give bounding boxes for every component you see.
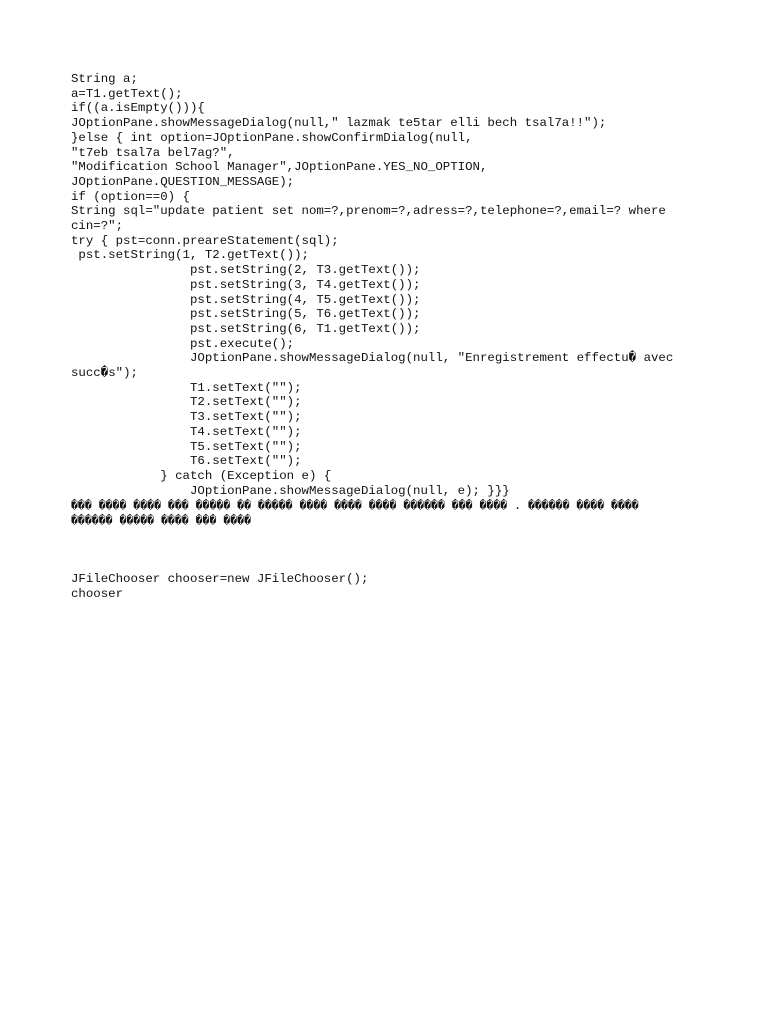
code-line: T5.setText(""); — [71, 439, 302, 454]
code-line: if((a.isEmpty())){ — [71, 101, 205, 116]
code-line: pst.setString(2, T3.getText()); — [71, 263, 421, 278]
code-line: "Modification School Manager",JOptionPane.YES_NO_OPTION, — [71, 160, 488, 175]
code-block-update-patient — [71, 72, 711, 498]
code-line: JOptionPane.QUESTION_MESSAGE); — [71, 174, 295, 189]
code-line: succ�s"); — [71, 366, 138, 381]
code-line: JOptionPane.showMessageDialog(null, "Enregistrement effectu� avec — [71, 351, 674, 366]
code-line: pst.execute(); — [71, 336, 295, 351]
code-line: a=T1.getText(); — [71, 86, 183, 101]
code-line: JOptionPane.showMessageDialog(null, e); }}} — [71, 483, 510, 498]
code-line: } catch (Exception e) { — [71, 468, 332, 483]
code-line: }else { int option=JOptionPane.showConfirmDialog(null, — [71, 130, 473, 145]
code-line: cin=?"; — [71, 219, 124, 234]
code-line: pst.setString(4, T5.getText()); — [71, 292, 421, 307]
document-page — [71, 72, 711, 601]
code-block-file-chooser — [71, 572, 711, 601]
garbled-text-paragraph — [71, 498, 711, 527]
code-line: JFileChooser chooser=new JFileChooser(); — [71, 571, 369, 586]
code-line: T4.setText(""); — [71, 424, 302, 439]
code-line: String sql="update patient set nom=?,prenom=?,adress=?,telephone=?,email=? where — [71, 204, 666, 219]
code-line: pst.setString(3, T4.getText()); — [71, 277, 421, 292]
code-line: T6.setText(""); — [71, 454, 302, 469]
code-line: T3.setText(""); — [71, 410, 302, 425]
code-line: pst.setString(6, T1.getText()); — [71, 321, 421, 336]
code-line: pst.setString(5, T6.getText()); — [71, 307, 421, 322]
code-line: pst.setString(1, T2.getText()); — [71, 248, 309, 263]
garbled-line: ��� ���� ���� ��� ����� �� ����� ���� ���� ���� ������ ��� ���� . ������ ���� ���� — [71, 498, 639, 513]
code-line: if (option==0) { — [71, 189, 190, 204]
code-line: T1.setText(""); — [71, 380, 302, 395]
garbled-line: ������ ����� ���� ��� ���� — [71, 513, 252, 528]
code-line: "t7eb tsal7a bel7ag?", — [71, 145, 235, 160]
code-line: JOptionPane.showMessageDialog(null," lazmak te5tar elli bech tsal7a!!"); — [71, 116, 607, 131]
code-line: try { pst=conn.preareStatement(sql); — [71, 233, 339, 248]
code-line: String a; — [71, 72, 138, 86]
blank-space — [71, 528, 711, 572]
code-line: chooser — [71, 586, 124, 601]
code-line: T2.setText(""); — [71, 395, 302, 410]
